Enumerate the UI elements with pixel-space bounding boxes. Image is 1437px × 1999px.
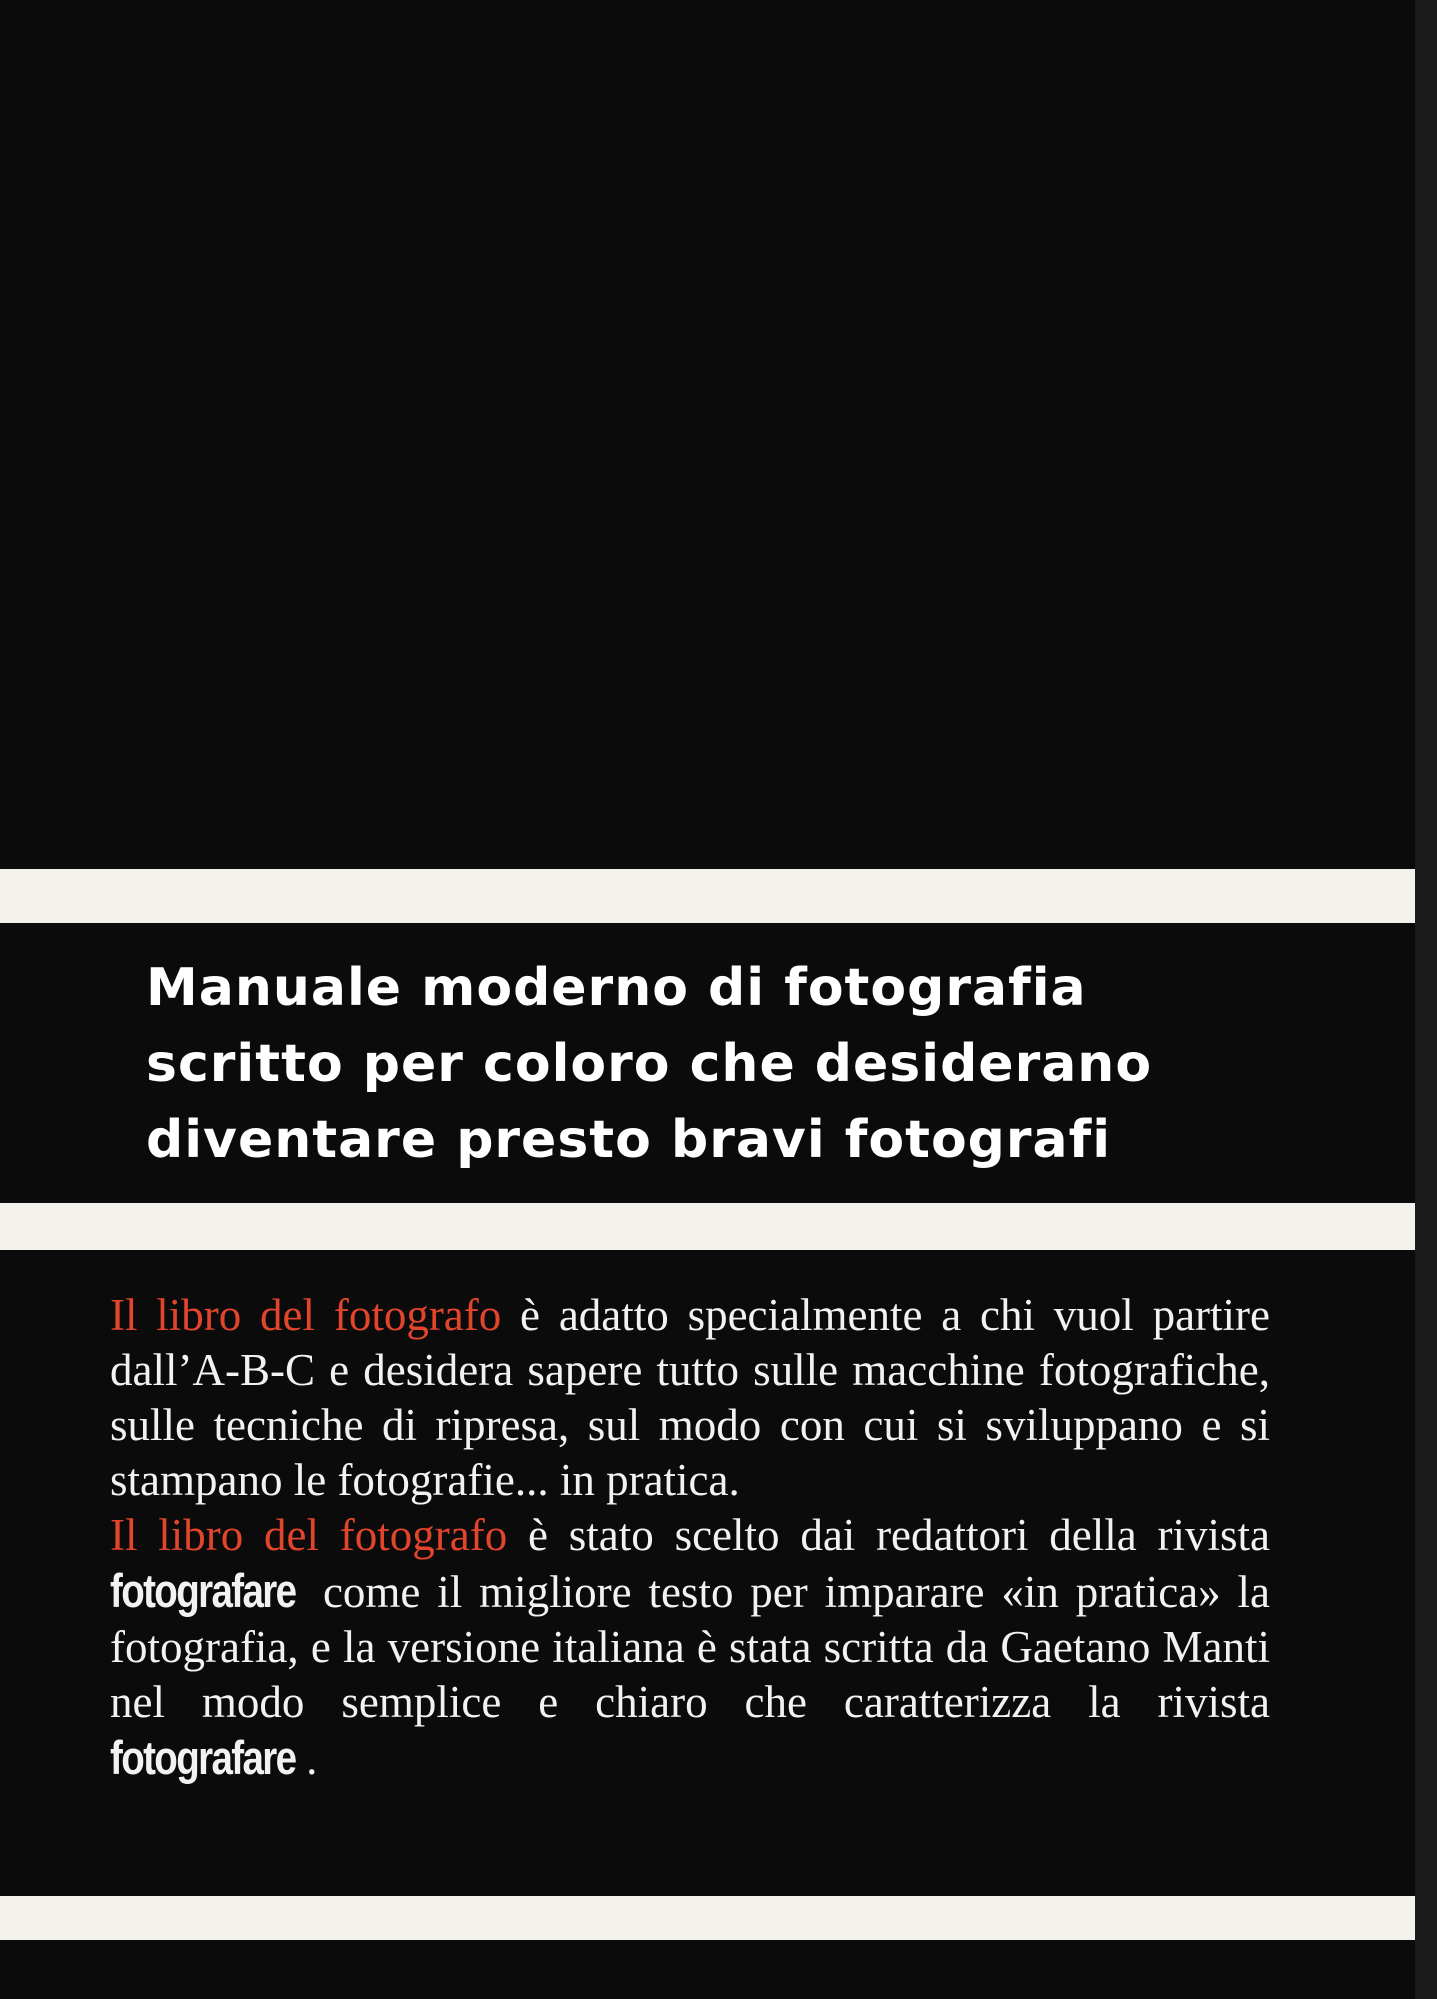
headline-line-1: Manuale moderno di fotografia [146, 958, 1087, 1018]
paragraph-2-text-a: è stato scelto dai redattori della rivista [507, 1510, 1270, 1560]
headline-line-3: diventare presto bravi fotografi [146, 1110, 1112, 1170]
paragraph-2 [110, 1508, 1270, 1787]
headline [146, 950, 1226, 1178]
paragraph-2-text-b: come il migliore testo per imparare «in pratica» la fotografia, e la versione italiana è stata scritta da Gaetano Manti nel modo semplice e chiaro che caratterizza la rivista [110, 1567, 1270, 1727]
magazine-logo: fotografare [110, 1564, 296, 1617]
headline-line-2: scritto per coloro che desiderano [146, 1034, 1153, 1094]
middle-white-stripe [0, 1203, 1420, 1250]
paragraph-2-text-c: . [306, 1734, 318, 1784]
top-white-stripe [0, 869, 1420, 923]
book-title: Il libro del fotografo [110, 1290, 502, 1340]
description-text [110, 1288, 1270, 1787]
magazine-logo: fotografare [110, 1731, 296, 1784]
bottom-white-stripe [0, 1896, 1420, 1940]
cover-edge [1415, 0, 1437, 1999]
paragraph-1-text: è adatto specialmente a chi vuol partire dall’A-B-C e desidera sapere tutto sulle macchine fotografiche, sulle tecniche di ripresa, sul modo con cui si sviluppano e si stampano le fotografie... in pratica. [110, 1290, 1270, 1505]
book-title: Il libro del fotografo [110, 1510, 508, 1560]
paragraph-1 [110, 1288, 1270, 1508]
